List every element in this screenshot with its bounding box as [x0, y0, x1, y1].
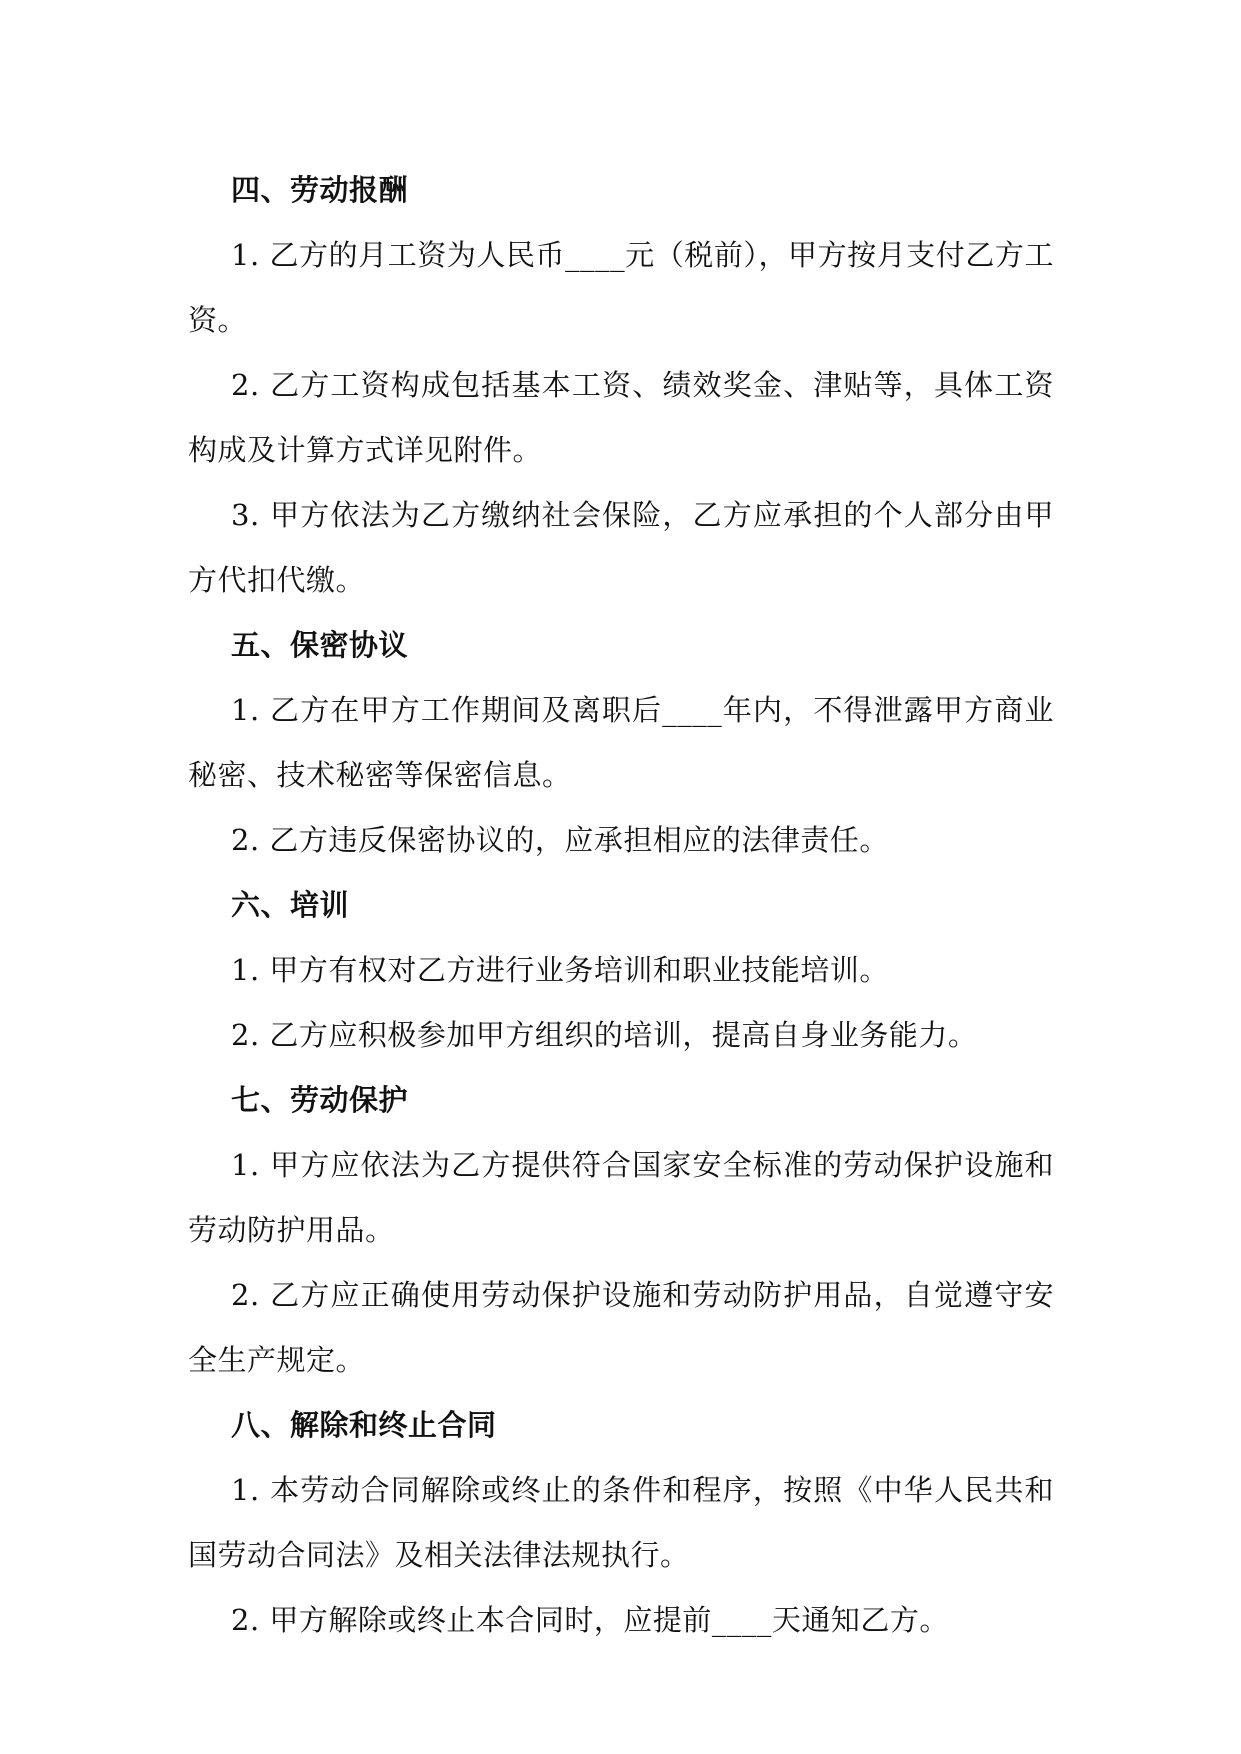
section-heading: 八、解除和终止合同 — [231, 1408, 497, 1442]
section-heading: 四、劳动报酬 — [231, 173, 409, 207]
clause-paragraph: 1. 乙方在甲方工作期间及离职后____年内，不得泄露甲方商业秘密、技术秘密等保密信息。 — [188, 693, 1054, 792]
document-body — [188, 158, 1054, 1653]
section-labor-remuneration — [188, 158, 1054, 613]
clause-paragraph: 1. 甲方应依法为乙方提供符合国家安全标准的劳动保护设施和劳动防护用品。 — [188, 1148, 1054, 1247]
clause-paragraph: 2. 乙方违反保密协议的，应承担相应的法律责任。 — [231, 823, 889, 857]
clause-paragraph: 2. 乙方工资构成包括基本工资、绩效奖金、津贴等，具体工资构成及计算方式详见附件。 — [188, 368, 1054, 467]
section-heading: 七、劳动保护 — [231, 1083, 409, 1117]
clause-paragraph: 2. 甲方解除或终止本合同时，应提前____天通知乙方。 — [231, 1603, 949, 1637]
section-heading: 六、培训 — [231, 888, 350, 922]
clause-paragraph: 2. 乙方应积极参加甲方组织的培训，提高自身业务能力。 — [231, 1018, 978, 1052]
section-confidentiality — [188, 613, 1054, 873]
clause-paragraph: 1. 本劳动合同解除或终止的条件和程序，按照《中华人民共和国劳动合同法》及相关法律法规执行。 — [188, 1473, 1054, 1572]
section-termination — [188, 1393, 1054, 1653]
clause-paragraph: 1. 甲方有权对乙方进行业务培训和职业技能培训。 — [231, 953, 889, 987]
clause-paragraph: 3. 甲方依法为乙方缴纳社会保险，乙方应承担的个人部分由甲方代扣代缴。 — [188, 498, 1054, 597]
clause-paragraph: 2. 乙方应正确使用劳动保护设施和劳动防护用品，自觉遵守安全生产规定。 — [188, 1278, 1054, 1377]
section-heading: 五、保密协议 — [231, 628, 409, 662]
clause-paragraph: 1. 乙方的月工资为人民币____元（税前），甲方按月支付乙方工资。 — [188, 238, 1054, 337]
section-labor-protection — [188, 1068, 1054, 1393]
section-training — [188, 873, 1054, 1068]
